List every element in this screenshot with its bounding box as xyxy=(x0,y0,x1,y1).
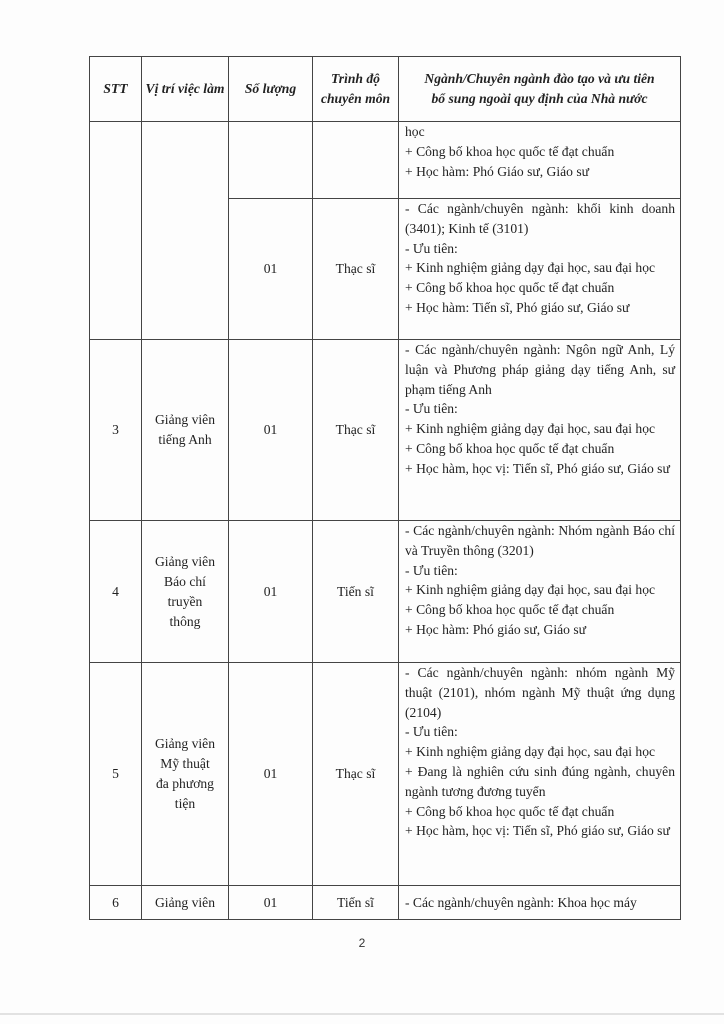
position-line: Báo chí xyxy=(164,573,206,589)
spec-line: - Các ngành/chuyên ngành: Nhóm ngành Báo chí và Truyền thông (3201) xyxy=(405,523,675,558)
position-line: Giảng viên xyxy=(154,736,216,751)
spec-line: + Đang là nghiên cứu sinh đúng ngành, chuyên ngành tương đương tuyển xyxy=(405,763,675,799)
spec-line: + Kinh nghiệm giảng dạy đại học, sau đại học xyxy=(405,421,656,437)
spec-line: - Các ngành/chuyên ngành: Khoa học máy xyxy=(405,894,637,910)
cell-position xyxy=(142,663,229,886)
header-level: Trình độ chuyên môn xyxy=(313,57,399,122)
cell-stt: 3 xyxy=(90,340,142,521)
spec-line: - Ưu tiên: xyxy=(405,401,458,417)
position-line: tiện xyxy=(174,796,196,811)
table-header-row xyxy=(90,57,681,122)
cell-spec xyxy=(399,886,681,920)
cell-stt: 5 xyxy=(90,663,142,886)
table-row xyxy=(90,122,681,199)
cell-quantity: 01 xyxy=(229,886,313,920)
header-position: Vị trí việc làm xyxy=(142,57,229,122)
cell-quantity: 01 xyxy=(229,663,313,886)
position-line: thông xyxy=(169,613,201,629)
header-stt: STT xyxy=(90,57,142,122)
spec-line: + Học hàm, học vị: Tiến sĩ, Phó giáo sư, Giáo sư xyxy=(405,460,670,476)
position-line: Giảng viên xyxy=(154,412,216,427)
cell-quantity: 01 xyxy=(229,521,313,663)
cell-stt: 4 xyxy=(90,521,142,663)
cell-level: Tiến sĩ xyxy=(313,886,399,920)
cell-level: Thạc sĩ xyxy=(313,340,399,521)
header-major xyxy=(399,57,681,122)
cell-spec xyxy=(399,122,681,199)
header-quantity: Số lượng xyxy=(229,57,313,122)
spec-line: + Học hàm, học vị: Tiến sĩ, Phó giáo sư, Giáo sư xyxy=(405,823,670,839)
cell-level xyxy=(313,122,399,199)
cell-level: Thạc sĩ xyxy=(313,663,399,886)
cell-level: Tiến sĩ xyxy=(313,521,399,663)
header-major-line1: Ngành/Chuyên ngành đào tạo và ưu tiên xyxy=(424,71,655,86)
spec-line: + Công bố khoa học quốc tế đạt chuẩn xyxy=(405,440,615,456)
cell-quantity xyxy=(229,122,313,199)
spec-line: - Các ngành/chuyên ngành: khối kinh doanh (3401); Kinh tế (3101) xyxy=(405,201,675,236)
page-number: 2 xyxy=(358,936,366,950)
spec-line: - Ưu tiên: xyxy=(405,724,458,740)
cell-spec xyxy=(399,521,681,663)
spec-line: - Ưu tiên: xyxy=(405,240,458,256)
spec-line: + Học hàm: Tiến sĩ, Phó giáo sư, Giáo sư xyxy=(405,299,630,315)
spec-line: - Các ngành/chuyên ngành: Ngôn ngữ Anh, Lý luận và Phương pháp giảng dạy tiếng Anh, sư phạm tiếng Anh xyxy=(405,342,675,397)
cell-stt: 6 xyxy=(90,886,142,920)
recruitment-table xyxy=(89,56,681,920)
cell-position xyxy=(142,521,229,663)
table-row xyxy=(90,886,681,920)
spec-line: + Công bố khoa học quốc tế đạt chuẩn xyxy=(405,602,615,618)
position-line: đa phương xyxy=(156,776,214,791)
cell-spec xyxy=(399,199,681,340)
table-row xyxy=(90,521,681,663)
spec-line: - Các ngành/chuyên ngành: nhóm ngành Mỹ thuật (2101), nhóm ngành Mỹ thuật ứng dụng (2104) xyxy=(405,665,675,720)
cell-quantity: 01 xyxy=(229,340,313,521)
spec-line: + Học hàm: Phó giáo sư, Giáo sư xyxy=(405,621,586,637)
cell-level: Thạc sĩ xyxy=(313,199,399,340)
spec-line: học xyxy=(405,124,425,139)
spec-line: + Kinh nghiệm giảng dạy đại học, sau đại học xyxy=(405,582,656,598)
position-line: Mỹ thuật xyxy=(160,756,210,771)
spec-line: + Kinh nghiệm giảng dạy đại học, sau đại học xyxy=(405,260,656,276)
position-line: Giảng viên xyxy=(154,894,216,910)
spec-line: - Ưu tiên: xyxy=(405,562,458,578)
position-line: tiếng Anh xyxy=(158,432,212,447)
cell-quantity: 01 xyxy=(229,199,313,340)
position-line: truyền xyxy=(167,593,203,609)
cell-position xyxy=(142,886,229,920)
position-line: Giảng viên xyxy=(154,553,216,569)
cell-spec xyxy=(399,663,681,886)
table-row xyxy=(90,340,681,521)
spec-line: + Kinh nghiệm giảng dạy đại học, sau đại học xyxy=(405,744,656,760)
header-major-line2: bổ sung ngoài quy định của Nhà nước xyxy=(431,91,648,106)
page-bottom-edge xyxy=(0,1013,724,1015)
spec-line: + Công bố khoa học quốc tế đạt chuẩn xyxy=(405,280,615,296)
cell-position xyxy=(142,340,229,521)
table-row xyxy=(90,663,681,886)
spec-line: + Công bố khoa học quốc tế đạt chuẩn xyxy=(405,803,615,819)
spec-line: + Học hàm: Phó Giáo sư, Giáo sư xyxy=(405,163,590,179)
cell-stt xyxy=(90,122,142,340)
cell-spec xyxy=(399,340,681,521)
cell-position xyxy=(142,122,229,340)
spec-line: + Công bố khoa học quốc tế đạt chuẩn xyxy=(405,143,615,159)
